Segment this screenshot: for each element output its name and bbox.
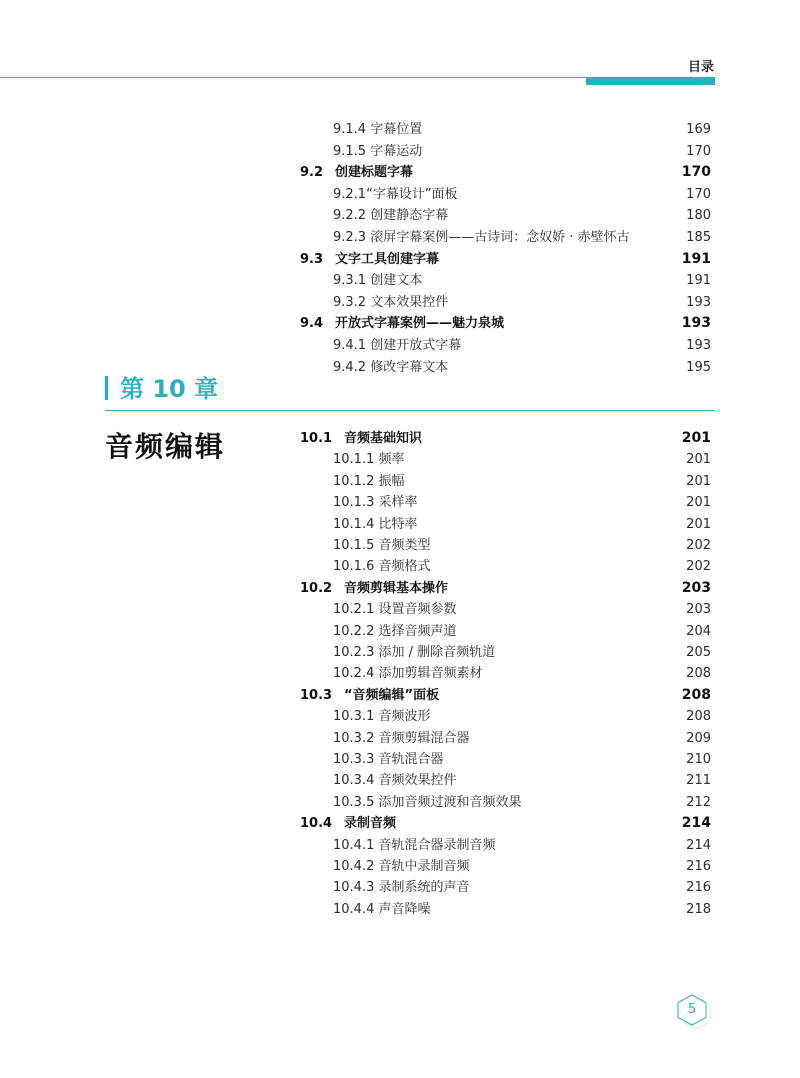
section-heading [300, 162, 413, 183]
subsection-label: 9.2.2 创建静态字幕 [333, 208, 449, 224]
toc-subsection-row [0, 792, 800, 813]
toc-subsection-row [0, 471, 800, 492]
toc-subsection-row [0, 449, 800, 470]
subsection-label: 9.4.2 修改字幕文本 [333, 359, 449, 375]
page-ref: 201 [686, 452, 711, 468]
chapter-title: 音频编辑 [105, 430, 226, 463]
page-ref: 193 [686, 294, 711, 310]
page-ref: 201 [681, 430, 711, 446]
toc-subsection-row [0, 535, 800, 556]
subsection-label: 10.4.3 录制系统的声音 [333, 880, 470, 896]
toc-subsection-row [0, 492, 800, 513]
page-ref: 201 [686, 473, 711, 489]
section-number: 10.1 [300, 431, 333, 446]
subsection-label: 10.1.3 采样率 [333, 495, 418, 511]
toc-subsection-row [0, 227, 800, 248]
header-accent-bar [586, 78, 715, 85]
subsection-label: 10.1.4 比特率 [333, 516, 418, 532]
subsection-label: 10.3.3 音轨混合器 [333, 752, 444, 767]
page-ref: 218 [686, 901, 711, 917]
subsection-label: 10.3.5 添加音频过渡和音频效果 [333, 794, 522, 810]
chapter-heading [105, 372, 218, 406]
page-ref: 170 [686, 143, 711, 159]
section-heading [300, 813, 396, 834]
section-title: 创建标题字幕 [335, 165, 414, 181]
toc-subsection-row [0, 621, 800, 642]
chapter-divider [105, 410, 715, 411]
page-number: 5 [687, 1002, 697, 1017]
toc-subsection-row [0, 514, 800, 535]
section-number: 10.4 [300, 816, 333, 832]
page-ref: 209 [686, 730, 711, 746]
toc-section-row [0, 428, 800, 449]
page-ref: 193 [681, 315, 711, 332]
page-ref: 214 [681, 815, 711, 832]
toc-subsection-row [0, 270, 800, 291]
toc-subsection-row [0, 205, 800, 226]
section-title: 录制音频 [344, 816, 397, 832]
toc-subsection-row [0, 184, 800, 205]
toc-subsection-row [0, 728, 800, 749]
chapter-number: 第 10 章 [120, 375, 219, 403]
page-ref: 191 [681, 250, 711, 267]
section-heading [300, 249, 439, 270]
page-ref: 216 [686, 859, 711, 874]
page-ref: 169 [686, 122, 711, 137]
section-number: 9.4 [300, 316, 324, 332]
toc-subsection-row [0, 749, 800, 770]
toc-subsection-row [0, 335, 800, 356]
page-ref: 210 [686, 752, 711, 767]
subsection-label: 10.1.5 音频类型 [333, 538, 431, 553]
subsection-label: 10.2.2 选择音频声道 [333, 623, 457, 639]
subsection-label: 9.2.3 滚屏字幕案例——古诗词：念奴娇 · 赤壁怀古 [333, 230, 630, 245]
subsection-label: 9.3.1 创建文本 [333, 273, 423, 289]
toc-subsection-row [0, 141, 800, 162]
section-heading [300, 578, 448, 599]
page-ref: 203 [681, 579, 711, 596]
page-ref: 211 [686, 773, 711, 789]
page-ref: 208 [686, 666, 711, 682]
section-title: “音频编辑”面板 [344, 687, 440, 703]
page-ref: 208 [686, 709, 711, 725]
toc-subsection-row [0, 292, 800, 313]
page-ref: 180 [686, 208, 711, 224]
subsection-label: 10.4.2 音轨中录制音频 [333, 859, 470, 874]
toc-subsection-row [0, 899, 800, 920]
page-ref: 203 [686, 602, 711, 618]
toc-subsection-row [0, 599, 800, 620]
toc-subsection-row [0, 856, 800, 877]
page-ref: 170 [686, 186, 711, 202]
subsection-label: 10.1.1 频率 [333, 452, 405, 468]
toc-section-row [0, 313, 800, 334]
subsection-label: 10.2.4 添加剪辑音频素材 [333, 666, 483, 682]
subsection-label: 10.2.1 设置音频参数 [333, 602, 457, 618]
subsection-label: 9.4.1 创建开放式字幕 [333, 338, 462, 353]
page-ref: 195 [686, 359, 711, 375]
toc-subsection-row [0, 663, 800, 684]
page-ref: 208 [681, 686, 711, 703]
toc-subsection-row [0, 556, 800, 577]
section-title: 文字工具创建字幕 [335, 251, 440, 267]
subsection-label: 10.1.2 振幅 [333, 473, 405, 489]
toc-section-row [0, 162, 800, 183]
subsection-label: 10.3.4 音频效果控件 [333, 773, 457, 789]
subsection-label: 10.3.2 音频剪辑混合器 [333, 730, 470, 746]
page-ref: 170 [681, 164, 711, 181]
page-ref: 185 [686, 230, 711, 245]
section-heading [300, 313, 504, 334]
page-ref: 191 [686, 273, 711, 289]
subsection-label: 10.2.3 添加 / 删除音频轨道 [333, 645, 496, 660]
section-number: 10.2 [300, 580, 333, 596]
section-title: 音频剪辑基本操作 [344, 580, 449, 596]
section-heading [300, 428, 422, 449]
toc-section-row [0, 685, 800, 706]
page-ref: 212 [686, 794, 711, 810]
section-number: 9.2 [300, 165, 324, 181]
toc-subsection-row [0, 770, 800, 791]
subsection-label: 10.3.1 音频波形 [333, 709, 431, 725]
toc-subsection-row [0, 877, 800, 898]
page-ref: 202 [686, 538, 711, 553]
subsection-label: 10.4.4 声音降噪 [333, 901, 431, 917]
toc-section-row [0, 249, 800, 270]
subsection-label: 10.4.1 音轨混合器录制音频 [333, 837, 496, 853]
page-ref: 201 [686, 495, 711, 511]
chapter-marker-bar [105, 376, 108, 400]
page-ref: 204 [686, 623, 711, 639]
section-number: 9.3 [300, 251, 324, 267]
page-ref: 202 [686, 559, 711, 575]
subsection-label: 9.1.4 字幕位置 [333, 122, 423, 137]
section-title: 开放式字幕案例——魅力泉城 [335, 316, 505, 332]
toc-subsection-row [0, 706, 800, 727]
page-ref: 201 [686, 516, 711, 532]
page-ref: 214 [686, 837, 711, 853]
page-ref: 216 [686, 880, 711, 896]
toc-subsection-row [0, 835, 800, 856]
toc-subsection-row [0, 119, 800, 140]
toc-section-row [0, 578, 800, 599]
subsection-label: 10.1.6 音频格式 [333, 559, 431, 575]
subsection-label: 9.1.5 字幕运动 [333, 143, 423, 159]
page-ref: 193 [686, 338, 711, 353]
section-number: 10.3 [300, 687, 333, 703]
page-ref: 205 [686, 645, 711, 660]
subsection-label: 9.2.1“字幕设计”面板 [333, 186, 458, 202]
subsection-label: 9.3.2 文本效果控件 [333, 294, 449, 310]
toc-subsection-row [0, 642, 800, 663]
toc-section-row [0, 813, 800, 834]
section-heading [300, 685, 439, 706]
running-header-title: 目录 [687, 60, 714, 75]
section-title: 音频基础知识 [344, 431, 423, 446]
